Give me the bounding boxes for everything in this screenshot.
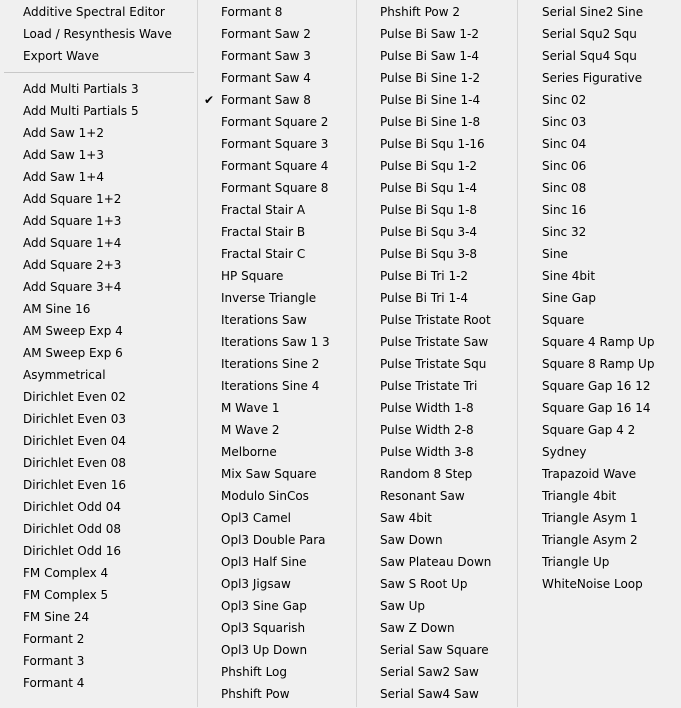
menu-item[interactable] <box>198 661 356 683</box>
menu-item-label: Sinc 02 <box>542 93 587 107</box>
menu-item[interactable] <box>0 298 197 320</box>
menu-item-label: Dirichlet Even 04 <box>23 434 127 448</box>
menu-item[interactable] <box>519 485 681 507</box>
menu-item-label: Formant Square 2 <box>221 115 329 129</box>
column-separator <box>517 0 518 707</box>
menu-item[interactable] <box>357 45 517 67</box>
menu-item-label: Triangle Asym 1 <box>542 511 638 525</box>
menu-item-label: Triangle Asym 2 <box>542 533 638 547</box>
menu-item-label: Add Square 1+3 <box>23 214 122 228</box>
menu-column-3 <box>357 1 517 708</box>
menu-item[interactable] <box>519 265 681 287</box>
menu-item-label: Add Saw 1+4 <box>23 170 104 184</box>
menu-item-label: Dirichlet Even 08 <box>23 456 127 470</box>
menu-item-label: Saw 4bit <box>380 511 432 525</box>
menu-item[interactable] <box>198 507 356 529</box>
menu-item[interactable] <box>519 67 681 89</box>
menu-item-label: Fractal Stair B <box>221 225 306 239</box>
menu-item[interactable] <box>357 23 517 45</box>
menu-item-label: Sydney <box>542 445 587 459</box>
menu-item[interactable] <box>198 397 356 419</box>
menu-item-label: Dirichlet Even 16 <box>23 478 127 492</box>
menu-item[interactable] <box>198 595 356 617</box>
menu-item[interactable] <box>357 199 517 221</box>
menu-item[interactable] <box>519 133 681 155</box>
menu-item[interactable] <box>0 474 197 496</box>
menu-item-label: Add Saw 1+2 <box>23 126 104 140</box>
menu-item-label: Serial Saw4 Saw <box>380 687 479 701</box>
menu-item[interactable] <box>519 353 681 375</box>
menu-item[interactable] <box>519 89 681 111</box>
menu-item[interactable] <box>0 430 197 452</box>
menu-item[interactable] <box>0 672 197 694</box>
menu-item[interactable] <box>0 408 197 430</box>
menu-item-label: Pulse Bi Sine 1-2 <box>380 71 481 85</box>
menu-item-label: Opl3 Half Sine <box>221 555 307 569</box>
menu-item[interactable] <box>0 210 197 232</box>
menu-item-label: HP Square <box>221 269 284 283</box>
menu-item-label: Serial Saw2 Saw <box>380 665 479 679</box>
menu-item-label: Saw Z Down <box>380 621 455 635</box>
menu-item[interactable] <box>519 529 681 551</box>
menu-item[interactable] <box>0 166 197 188</box>
menu-item-label: Pulse Bi Saw 1-2 <box>380 27 479 41</box>
menu-item[interactable] <box>0 232 197 254</box>
menu-item-label: Add Multi Partials 5 <box>23 104 139 118</box>
menu-item-label: Dirichlet Even 03 <box>23 412 127 426</box>
menu-item-label: Triangle Up <box>542 555 610 569</box>
menu-item-label: Pulse Width 1-8 <box>380 401 474 415</box>
menu-item-label: Sinc 32 <box>542 225 587 239</box>
menu-item[interactable] <box>357 1 517 23</box>
menu-item[interactable] <box>357 441 517 463</box>
menu-item-label: Pulse Bi Squ 3-8 <box>380 247 478 261</box>
menu-item-label: Pulse Tristate Squ <box>380 357 487 371</box>
menu-item-label: Saw S Root Up <box>380 577 468 591</box>
menu-item-label: Serial Saw Square <box>380 643 489 657</box>
menu-item-label: Trapazoid Wave <box>542 467 637 481</box>
menu-item[interactable] <box>198 573 356 595</box>
menu-item-label: Iterations Sine 2 <box>221 357 320 371</box>
menu-item[interactable] <box>519 309 681 331</box>
menu-item-label: Resonant Saw <box>380 489 465 503</box>
menu-item[interactable] <box>519 419 681 441</box>
menu-item[interactable] <box>0 562 197 584</box>
menu-item[interactable] <box>0 452 197 474</box>
menu-item-label: Pulse Bi Saw 1-4 <box>380 49 479 63</box>
menu-item[interactable] <box>357 507 517 529</box>
menu-item[interactable] <box>0 78 197 100</box>
menu-item-label: Formant 2 <box>23 632 85 646</box>
menu-item-label: Additive Spectral Editor <box>23 5 165 19</box>
menu-item[interactable] <box>198 551 356 573</box>
menu-item-label: Square 4 Ramp Up <box>542 335 655 349</box>
menu-wave-list <box>0 78 197 694</box>
menu-item-label: FM Complex 5 <box>23 588 109 602</box>
menu-item-label: Series Figurative <box>542 71 643 85</box>
menu-item[interactable] <box>357 683 517 705</box>
menu-item-label: Sinc 08 <box>542 181 587 195</box>
menu-item[interactable] <box>357 419 517 441</box>
menu-item[interactable] <box>357 573 517 595</box>
menu-item[interactable] <box>357 529 517 551</box>
menu-item[interactable] <box>357 617 517 639</box>
menu-item[interactable] <box>0 364 197 386</box>
menu-item-label: Sinc 04 <box>542 137 587 151</box>
menu-item[interactable] <box>519 573 681 595</box>
menu-item-label: Pulse Tristate Saw <box>380 335 489 349</box>
menu-item-label: Formant Saw 2 <box>221 27 311 41</box>
menu-item-label: Triangle 4bit <box>542 489 617 503</box>
menu-item[interactable] <box>198 111 356 133</box>
menu-item-label: Add Square 1+2 <box>23 192 122 206</box>
menu-item[interactable] <box>0 1 197 23</box>
menu-item[interactable] <box>198 89 356 111</box>
menu-item[interactable] <box>198 67 356 89</box>
menu-item[interactable] <box>357 287 517 309</box>
menu-item-label: Pulse Bi Tri 1-2 <box>380 269 469 283</box>
menu-item-label: Formant Saw 3 <box>221 49 311 63</box>
menu-item[interactable] <box>357 243 517 265</box>
menu-item-label: Opl3 Double Para <box>221 533 326 547</box>
menu-item-label: Dirichlet Odd 08 <box>23 522 122 536</box>
menu-wave-list <box>198 1 356 705</box>
menu-item-label: Add Square 1+4 <box>23 236 122 250</box>
menu-item-label: Load / Resynthesis Wave <box>23 27 172 41</box>
menu-item-label: Pulse Bi Squ 1-4 <box>380 181 478 195</box>
menu-item[interactable] <box>357 221 517 243</box>
menu-item[interactable] <box>357 133 517 155</box>
menu-item-label: Formant 3 <box>23 654 85 668</box>
menu-item[interactable] <box>357 265 517 287</box>
menu-item[interactable] <box>0 122 197 144</box>
menu-item-label: Saw Plateau Down <box>380 555 492 569</box>
menu-item[interactable] <box>0 540 197 562</box>
menu-item[interactable] <box>198 133 356 155</box>
menu-item-label: Fractal Stair C <box>221 247 306 261</box>
menu-item[interactable] <box>198 529 356 551</box>
checkmark-icon: ✔ <box>204 93 215 107</box>
menu-item[interactable] <box>198 155 356 177</box>
menu-action-list <box>0 0 197 67</box>
menu-item-label: Square <box>542 313 585 327</box>
menu-item-label: Opl3 Sine Gap <box>221 599 307 613</box>
menu-item[interactable] <box>519 177 681 199</box>
menu-item[interactable] <box>519 155 681 177</box>
menu-item[interactable] <box>0 606 197 628</box>
menu-item[interactable] <box>198 639 356 661</box>
menu-item[interactable] <box>519 463 681 485</box>
menu-item-label: Formant 8 <box>221 5 283 19</box>
menu-item[interactable] <box>0 188 197 210</box>
menu-item[interactable] <box>198 1 356 23</box>
menu-item-label: Pulse Bi Tri 1-4 <box>380 291 469 305</box>
menu-item[interactable] <box>357 331 517 353</box>
menu-item[interactable] <box>357 661 517 683</box>
menu-item[interactable] <box>519 507 681 529</box>
menu-item-label: Dirichlet Even 02 <box>23 390 127 404</box>
menu-item-label: Formant Saw 4 <box>221 71 311 85</box>
menu-item[interactable] <box>0 342 197 364</box>
menu-item[interactable] <box>0 584 197 606</box>
menu-item-label: Iterations Saw 1 3 <box>221 335 330 349</box>
menu-item-label: Add Multi Partials 3 <box>23 82 139 96</box>
menu-item[interactable] <box>0 45 197 67</box>
menu-item-label: Sine <box>542 247 568 261</box>
menu-item-label: Mix Saw Square <box>221 467 317 481</box>
menu-item[interactable] <box>519 441 681 463</box>
menu-item[interactable] <box>198 221 356 243</box>
menu-separator <box>4 72 194 73</box>
menu-item-label: M Wave 1 <box>221 401 280 415</box>
menu-item-label: Opl3 Up Down <box>221 643 308 657</box>
menu-item[interactable] <box>519 375 681 397</box>
menu-item-label: Square Gap 16 12 <box>542 379 651 393</box>
menu-item[interactable] <box>357 309 517 331</box>
menu-item[interactable] <box>357 67 517 89</box>
menu-item-label: Opl3 Camel <box>221 511 291 525</box>
menu-item[interactable] <box>198 177 356 199</box>
menu-column-1 <box>0 0 197 707</box>
menu-item[interactable] <box>357 397 517 419</box>
menu-wave-list <box>519 1 681 595</box>
menu-item-label: Square Gap 16 14 <box>542 401 651 415</box>
menu-item[interactable] <box>0 276 197 298</box>
menu-item[interactable] <box>198 331 356 353</box>
menu-item[interactable] <box>198 353 356 375</box>
menu-item-label: Pulse Bi Squ 1-16 <box>380 137 485 151</box>
menu-item[interactable] <box>198 199 356 221</box>
menu-item-label: Dirichlet Odd 16 <box>23 544 122 558</box>
menu-item[interactable] <box>0 100 197 122</box>
menu-item-label: Sine Gap <box>542 291 597 305</box>
menu-item-label: Dirichlet Odd 04 <box>23 500 122 514</box>
menu-item[interactable] <box>519 243 681 265</box>
menu-item-label: Square 8 Ramp Up <box>542 357 655 371</box>
menu-item[interactable] <box>0 320 197 342</box>
menu-item-label: FM Complex 4 <box>23 566 109 580</box>
menu-item[interactable] <box>519 221 681 243</box>
menu-column-2 <box>198 1 356 708</box>
menu-item[interactable] <box>198 375 356 397</box>
menu-item-label: Saw Up <box>380 599 425 613</box>
menu-item-label: Serial Squ4 Squ <box>542 49 637 63</box>
menu-item[interactable] <box>519 331 681 353</box>
menu-item[interactable] <box>0 23 197 45</box>
menu-item-label: Iterations Saw <box>221 313 307 327</box>
menu-item-label: Fractal Stair A <box>221 203 306 217</box>
menu-item-label: Add Saw 1+3 <box>23 148 104 162</box>
menu-column-4 <box>519 1 681 708</box>
menu-item[interactable] <box>0 144 197 166</box>
menu-item-label: Serial Squ2 Squ <box>542 27 637 41</box>
menu-item-label: AM Sweep Exp 6 <box>23 346 123 360</box>
menu-item-label: M Wave 2 <box>221 423 280 437</box>
menu-item[interactable] <box>198 45 356 67</box>
menu-item-label: Export Wave <box>23 49 100 63</box>
menu-item-label: Iterations Sine 4 <box>221 379 320 393</box>
menu-item[interactable] <box>198 485 356 507</box>
menu-item-label: Add Square 3+4 <box>23 280 122 294</box>
menu-item-label: Random 8 Step <box>380 467 473 481</box>
menu-item-label: Pulse Width 3-8 <box>380 445 474 459</box>
menu-item[interactable] <box>198 23 356 45</box>
menu-item-label: Pulse Tristate Root <box>380 313 491 327</box>
menu-item-label: Pulse Bi Squ 3-4 <box>380 225 478 239</box>
menu-item-label: Pulse Bi Squ 1-2 <box>380 159 478 173</box>
menu-item[interactable] <box>0 650 197 672</box>
menu-item-label: Inverse Triangle <box>221 291 317 305</box>
menu-item[interactable] <box>198 419 356 441</box>
menu-item[interactable] <box>357 111 517 133</box>
menu-item-label: AM Sine 16 <box>23 302 91 316</box>
menu-item[interactable] <box>519 111 681 133</box>
menu-item[interactable] <box>357 485 517 507</box>
menu-item-label: Sinc 03 <box>542 115 587 129</box>
menu-item[interactable] <box>519 287 681 309</box>
menu-item-label: Add Square 2+3 <box>23 258 122 272</box>
menu-item-label: Phshift Log <box>221 665 287 679</box>
menu-item[interactable] <box>357 89 517 111</box>
menu-item[interactable] <box>198 309 356 331</box>
menu-item[interactable] <box>357 595 517 617</box>
menu-item[interactable] <box>519 199 681 221</box>
menu-item[interactable] <box>198 683 356 705</box>
menu-item-label: Square Gap 4 2 <box>542 423 636 437</box>
menu-item-label: Melborne <box>221 445 277 459</box>
menu-wave-list <box>357 1 517 705</box>
menu-item[interactable] <box>0 386 197 408</box>
menu-item-label: FM Sine 24 <box>23 610 90 624</box>
menu-item[interactable] <box>519 551 681 573</box>
menu-item[interactable] <box>198 287 356 309</box>
menu-item[interactable] <box>198 617 356 639</box>
menu-item[interactable] <box>519 1 681 23</box>
menu-item-label: Pulse Tristate Tri <box>380 379 478 393</box>
menu-item-label: Sinc 16 <box>542 203 587 217</box>
menu-item-label: Pulse Width 2-8 <box>380 423 474 437</box>
menu-item[interactable] <box>0 496 197 518</box>
menu-item[interactable] <box>519 397 681 419</box>
menu-item-label: Modulo SinCos <box>221 489 309 503</box>
menu-item[interactable] <box>357 375 517 397</box>
menu-item-label: Formant Square 3 <box>221 137 329 151</box>
menu-item-label: Pulse Bi Sine 1-8 <box>380 115 481 129</box>
menu-item[interactable] <box>0 628 197 650</box>
menu-item-label: Asymmetrical <box>23 368 106 382</box>
menu-item[interactable] <box>357 155 517 177</box>
menu-item-label: Saw Down <box>380 533 443 547</box>
menu-item-label: Opl3 Jigsaw <box>221 577 291 591</box>
menu-item[interactable] <box>198 463 356 485</box>
menu-item-label: Opl3 Squarish <box>221 621 306 635</box>
menu-item[interactable] <box>519 45 681 67</box>
menu-item-label: WhiteNoise Loop <box>542 577 643 591</box>
menu-item[interactable] <box>357 551 517 573</box>
menu-item-label: Sine 4bit <box>542 269 596 283</box>
menu-item[interactable] <box>357 463 517 485</box>
menu-item-label: Formant 4 <box>23 676 85 690</box>
menu-item[interactable] <box>0 518 197 540</box>
menu-item-label: Phshift Pow <box>221 687 290 701</box>
menu-item[interactable] <box>198 243 356 265</box>
menu-item-label: Formant Saw 8 <box>221 93 311 107</box>
menu-item[interactable] <box>0 254 197 276</box>
menu-item[interactable] <box>357 353 517 375</box>
menu-item-label: Pulse Bi Sine 1-4 <box>380 93 481 107</box>
menu-item[interactable] <box>357 177 517 199</box>
menu-item[interactable] <box>198 265 356 287</box>
menu-item-label: Pulse Bi Squ 1-8 <box>380 203 478 217</box>
menu-item-label: Serial Sine2 Sine <box>542 5 644 19</box>
menu-item-label: Formant Square 4 <box>221 159 329 173</box>
menu-item-label: Phshift Pow 2 <box>380 5 460 19</box>
menu-item-label: Sinc 06 <box>542 159 587 173</box>
menu-item-label: AM Sweep Exp 4 <box>23 324 123 338</box>
menu-item[interactable] <box>357 639 517 661</box>
menu-item-label: Formant Square 8 <box>221 181 329 195</box>
menu-item[interactable] <box>198 441 356 463</box>
menu-item[interactable] <box>519 23 681 45</box>
